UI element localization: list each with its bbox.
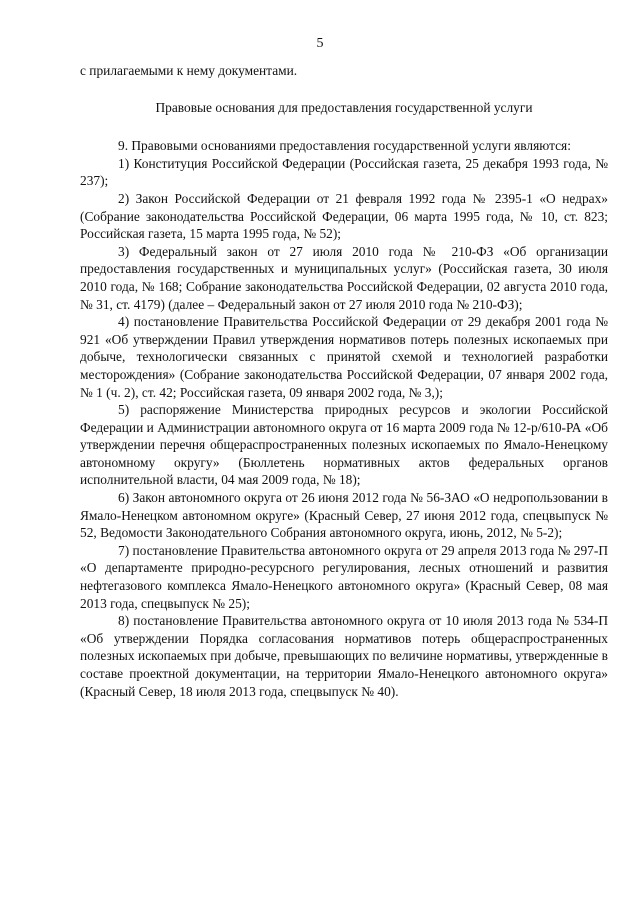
page-number: 5: [316, 36, 324, 51]
paragraph-item-5: 5) распоряжение Министерства природных ресурсов и экологии Российской Федерации и Администрации автономного округа от 16 марта 2009 года № 12-р/610-РА «Об утверждении перечня общераспространенных полезных ископаемых по Ямало-Ненецкому автономному округу» (Бюллетень нормативных актов федеральных органов исполнительной власти, 04 мая 2009 года, № 18);: [80, 402, 608, 488]
paragraph-item-3: 3) Федеральный закон от 27 июля 2010 года № 210-ФЗ «Об организации предоставления государственных и муниципальных услуг» (Российская газета, 30 июля 2010 года, № 168; Собрание законодательства Российской Федерации, 02 августа 2010 года, № 31, ст. 4179) (далее – Федеральный закон от 27 июля 2010 года № 210-ФЗ);: [80, 243, 608, 312]
paragraph-9: 9. Правовыми основаниями предоставления государственной услуги являются:: [118, 138, 571, 154]
paragraph-item-4: 4) постановление Правительства Российской Федерации от 29 декабря 2001 года № 921 «Об утверждении Правил утверждения нормативов потерь полезных ископаемых при добыче, технологически связанных с принятой схемой и технологией разработки месторождения» (Собрание законодательства Российской Федерации, 07 января 2002 года, № 1 (ч. 2), ст. 42; Российская газета, 09 января 2002 года, № 3,);: [80, 314, 608, 400]
document-body: [80, 62, 608, 700]
paragraph-item-7: 7) постановление Правительства автономного округа от 29 апреля 2013 года № 297-П «О департаменте природно-ресурсного регулирования, лесных отношений и развития нефтегазового комплекса Ямало-Ненецкого автономного округа» (Красный Север, 08 мая 2013 года, спецвыпуск № 25);: [80, 542, 608, 611]
paragraph-item-1: 1) Конституция Российской Федерации (Российская газета, 25 декабря 1993 года, № 237);: [80, 155, 608, 189]
section-title: Правовые основания для предоставления государственной услуги: [155, 99, 533, 115]
paragraph-item-2: 2) Закон Российской Федерации от 21 февраля 1992 года № 2395-1 «О недрах» (Собрание законодательства Российской Федерации, 06 марта 1995 года, № 10, ст. 823; Российская газета, 15 марта 1995 года, № 52);: [80, 190, 608, 242]
paragraph-item-6: 6) Закон автономного округа от 26 июня 2012 года № 56-ЗАО «О недропользовании в Ямало-Ненецком автономном округе» (Красный Север, 27 июня 2012 года, спецвыпуск № 52, Ведомости Законодательного Собрания автономного округа, июнь, 2012, № 5-2);: [80, 490, 608, 541]
paragraph-item-8: 8) постановление Правительства автономного округа от 10 июля 2013 года № 534-П «Об утверждении Порядка согласования нормативов потерь общераспространенных полезных ископаемых при добыче, превышающих по величине нормативы, утвержденные в составе проектной документации, на территории Ямало-Ненецкого автономного округа» (Красный Север, 18 июля 2013 года, спецвыпуск № 40).: [80, 613, 608, 699]
lead-text: с прилагаемыми к нему документами.: [80, 63, 298, 78]
